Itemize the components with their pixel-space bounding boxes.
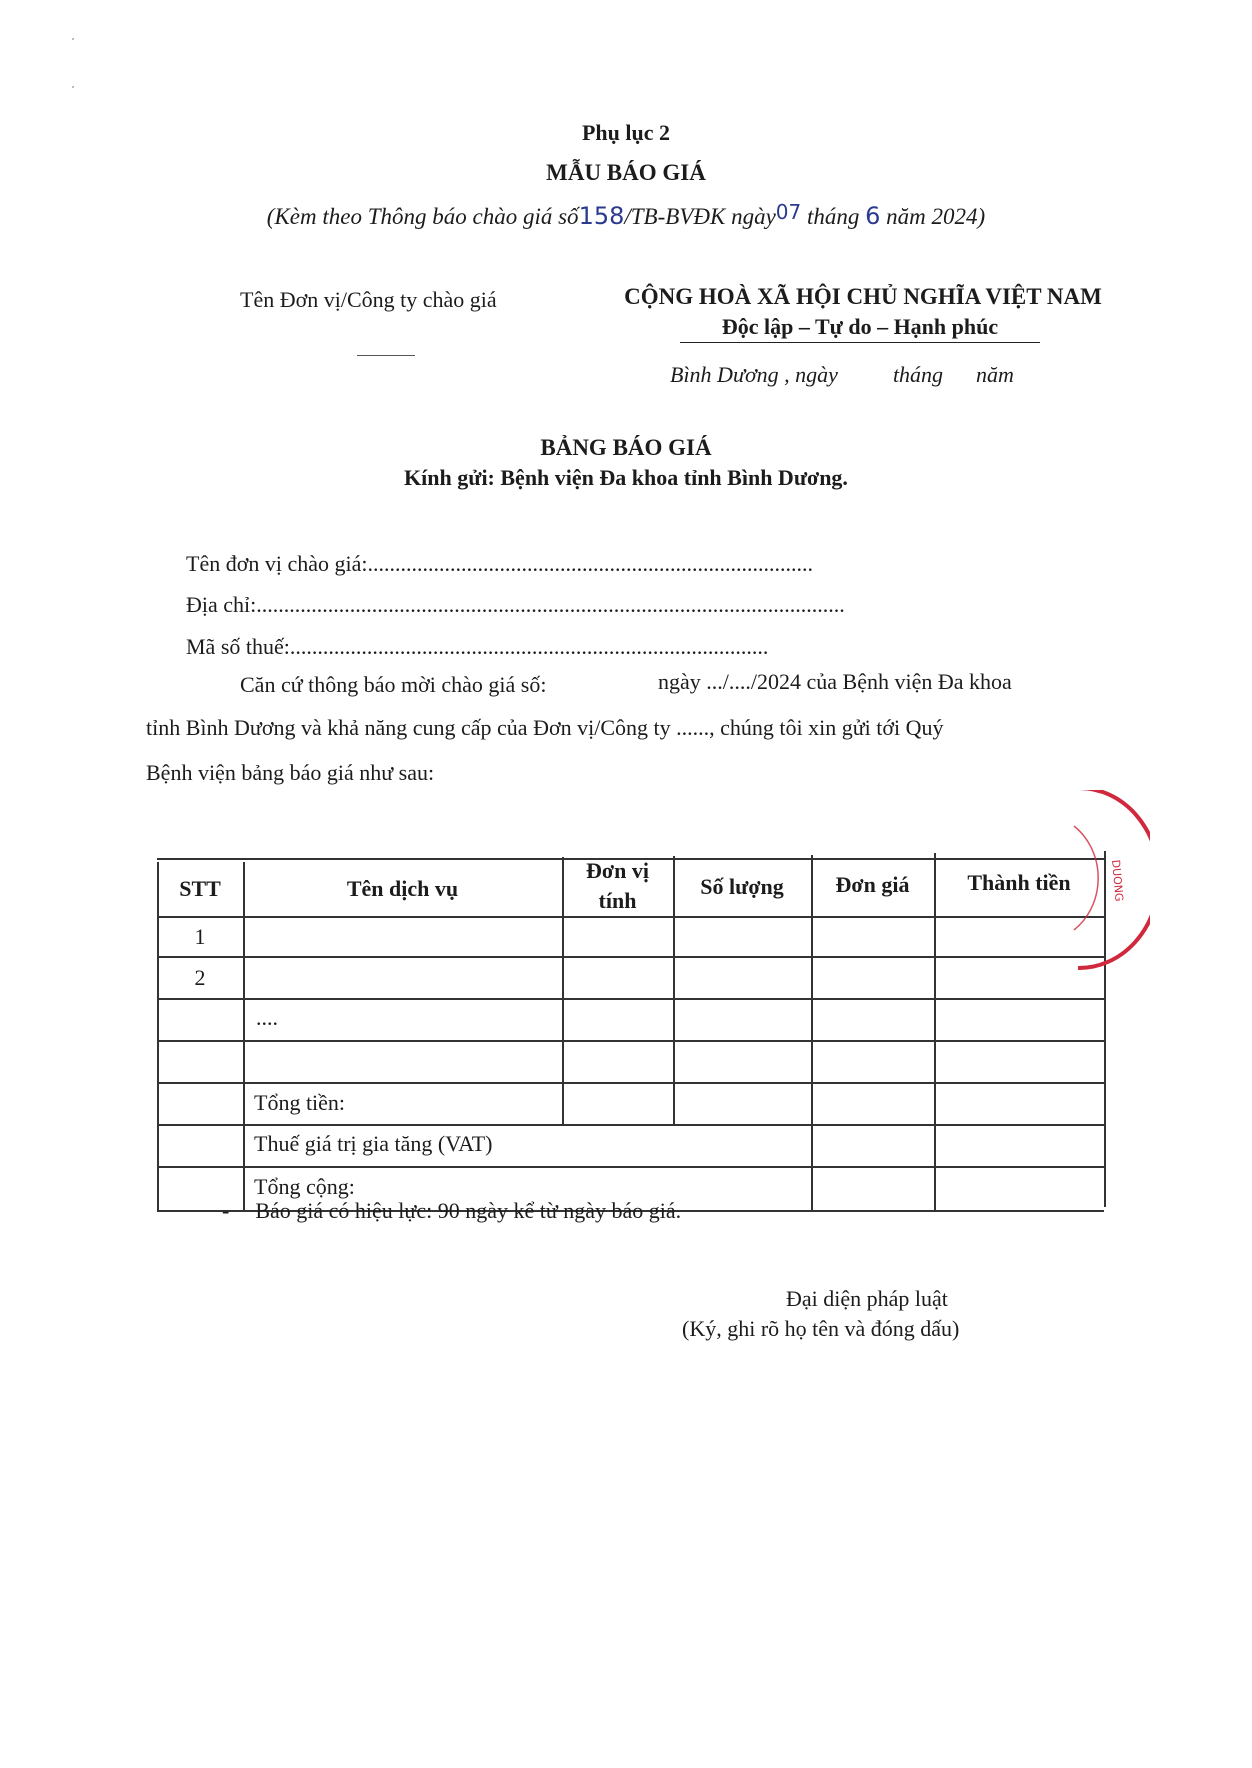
attachment-reference xyxy=(0,200,1252,230)
national-motto: Độc lập – Tự do – Hạnh phúc xyxy=(680,314,1040,343)
paragraph-line-2: tỉnh Bình Dương và khả năng cung cấp của Đơn vị/Công ty ......, chúng tôi xin gửi tới Quý xyxy=(146,715,944,740)
table-border xyxy=(157,862,159,1212)
national-title: CỘNG HOÀ XÃ HỘI CHỦ NGHĨA VIỆT NAM xyxy=(624,284,1102,309)
grand-total-label: Tổng cộng: xyxy=(254,1174,355,1199)
signature-instruction: (Ký, ghi rõ họ tên và đóng dấu) xyxy=(682,1316,960,1341)
vat-label: Thuế giá trị gia tăng (VAT) xyxy=(254,1131,493,1156)
handwritten-number: 158 xyxy=(578,202,625,230)
note-bullet: - xyxy=(222,1198,230,1223)
header-service: Tên dịch vụ xyxy=(346,876,459,901)
note-text: Báo giá có hiệu lực: 90 ngày kể từ ngày báo giá. xyxy=(255,1198,682,1223)
tax-code-field: Mã số thuế:....................................................................................... xyxy=(186,634,769,659)
header-unit-2: tính xyxy=(598,888,637,913)
header-unit-1: Đơn vị xyxy=(586,858,649,883)
table-border xyxy=(157,1082,1104,1084)
table-border xyxy=(157,1040,1104,1042)
form-title: MẪU BÁO GIÁ xyxy=(546,160,706,185)
red-stamp-icon xyxy=(1070,790,1150,970)
table-border xyxy=(157,1166,1104,1168)
table-border xyxy=(934,853,936,1210)
table-border xyxy=(157,1124,1104,1126)
row-number: 1 xyxy=(194,924,206,949)
row-number: 2 xyxy=(194,965,206,990)
paragraph-line-1b: ngày .../..../2024 của Bệnh viện Đa khoa xyxy=(658,669,1012,694)
stamp-inner-ring xyxy=(1074,826,1098,930)
header-quantity: Số lượng xyxy=(700,874,784,899)
header-stt: STT xyxy=(179,876,221,901)
stamp-text: DUONG xyxy=(1109,859,1126,903)
handwritten-day: 07 xyxy=(775,200,802,224)
handwritten-month: 6 xyxy=(865,202,881,230)
table-border xyxy=(157,916,1104,918)
paragraph-line-3: Bệnh viện bảng báo giá như sau: xyxy=(146,760,435,785)
scan-speck xyxy=(72,38,74,40)
appendix-label: Phụ lục 2 xyxy=(581,120,671,145)
paragraph-line-1a: Căn cứ thông báo mời chào giá số: xyxy=(240,672,547,697)
address-field: Địa chỉ:........................................................................................................... xyxy=(186,592,845,617)
company-label: Tên Đơn vị/Công ty chào giá xyxy=(240,287,497,312)
table-border xyxy=(243,862,245,1212)
header-unit-price: Đơn giá xyxy=(835,872,910,897)
unit-name-field: Tên đơn vị chào giá:................................................................................. xyxy=(186,551,813,576)
place-date: Bình Dương , ngày tháng năm xyxy=(670,362,1014,387)
header-total: Thành tiền xyxy=(967,870,1071,895)
scan-speck xyxy=(72,86,74,88)
table-border xyxy=(157,956,1104,958)
month-label: tháng xyxy=(801,204,866,229)
attachment-mid: /TB-BVĐK ngày xyxy=(624,204,776,229)
company-underline xyxy=(357,355,415,356)
validity-note xyxy=(222,1198,681,1224)
quotation-title: BẢNG BÁO GIÁ xyxy=(540,435,712,460)
table-border xyxy=(157,998,1104,1000)
year-text: năm 2024) xyxy=(880,204,986,229)
table-border xyxy=(811,855,813,1210)
attachment-prefix: (Kèm theo Thông báo chào giá số xyxy=(266,204,579,229)
row-ellipsis: .... xyxy=(256,1005,278,1030)
signature-title: Đại diện pháp luật xyxy=(786,1286,948,1311)
recipient: Kính gửi: Bệnh viện Đa khoa tỉnh Bình Dương. xyxy=(404,465,848,490)
subtotal-label: Tổng tiền: xyxy=(254,1090,346,1115)
